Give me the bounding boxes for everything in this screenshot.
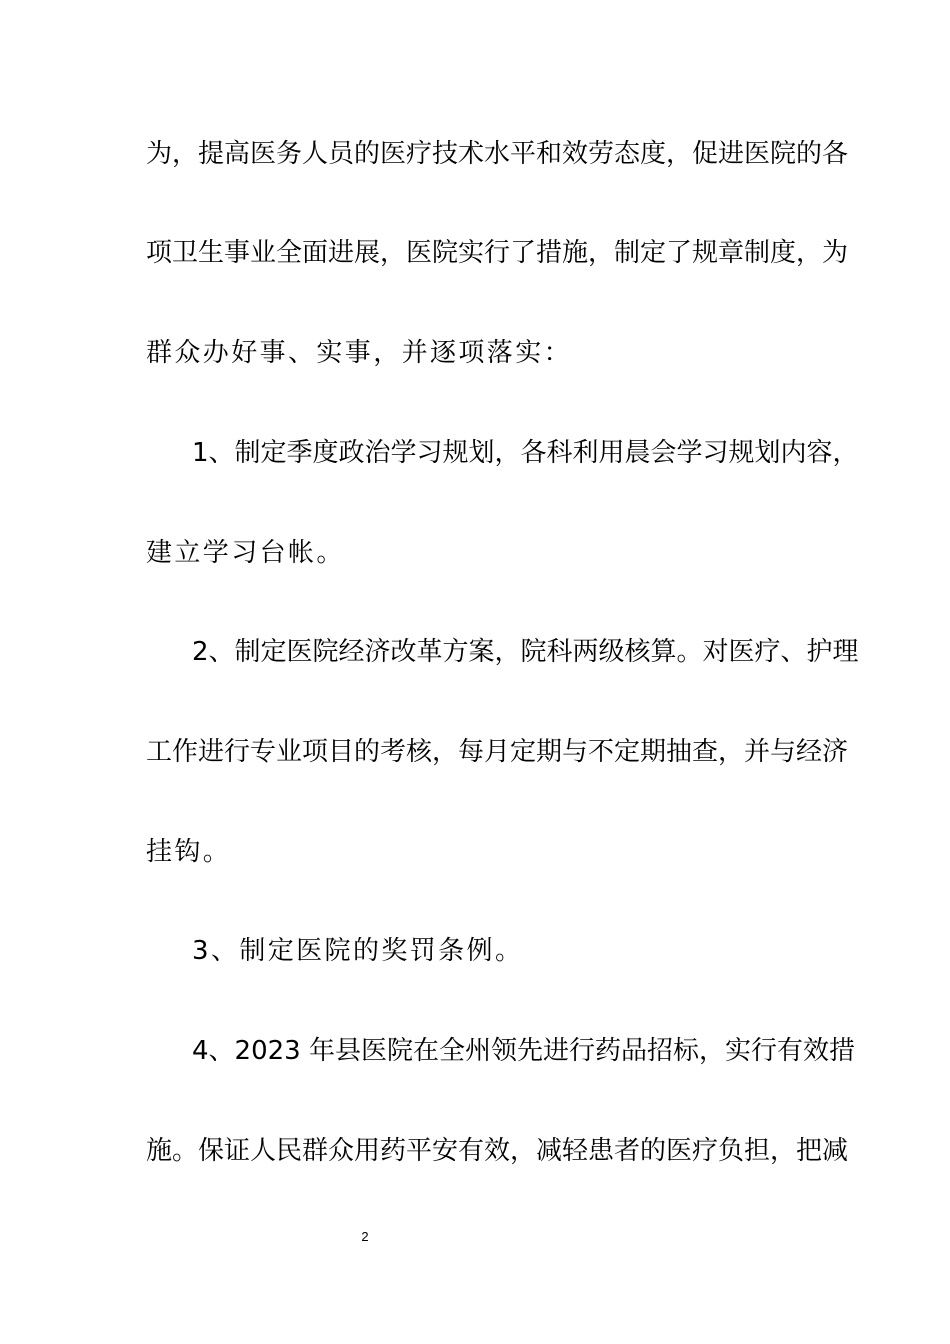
text-line-1: 为，提高医务人员的医疗技术水平和效劳态度，促进医院的各 [146,139,849,169]
text-line-7: 工作进行专业项目的考核，每月定期与不定期抽查，并与经济 [146,737,849,767]
text-line-11: 施。保证人民群众用药平安有效，减轻患者的医疗负担，把减 [146,1136,849,1166]
text-line-9: 3、制定医院的奖罚条例。 [192,936,524,966]
text-line-4: 1、制定季度政治学习规划，各科利用晨会学习规划内容， [192,438,859,468]
page-number: 2 [361,1229,369,1244]
text-line-2: 项卫生事业全面进展，医院实行了措施，制定了规章制度，为 [146,238,849,268]
text-line-5: 建立学习台帐。 [146,538,345,568]
text-line-3: 群众办好事、实事，并逐项落实： [146,338,573,368]
text-line-8: 挂钩。 [146,837,232,867]
text-line-6: 2、制定医院经济改革方案，院科两级核算。对医疗、护理 [192,637,859,667]
text-line-10: 4、2023 年县医院在全州领先进行药品招标，实行有效措 [192,1036,855,1066]
